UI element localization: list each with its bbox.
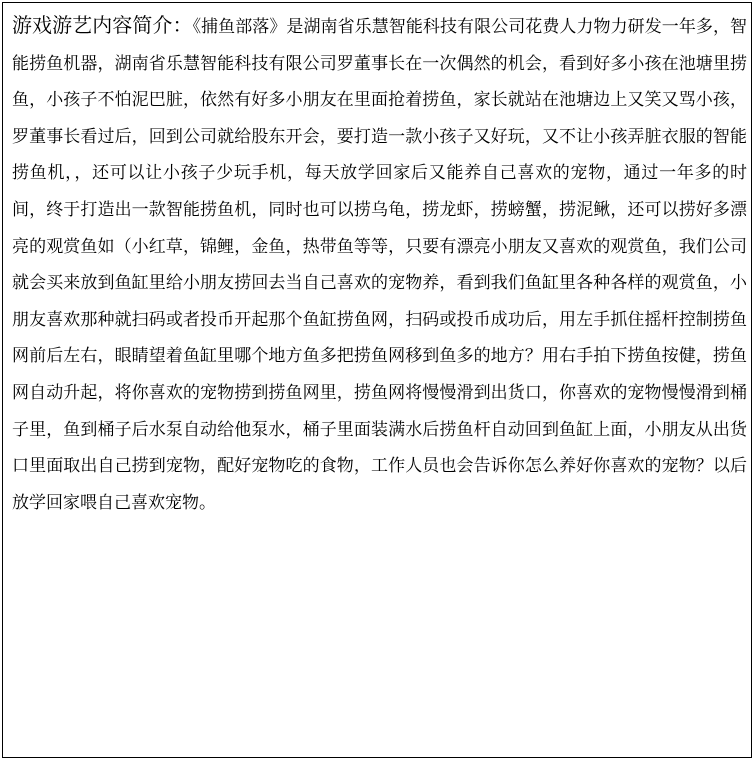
- document-heading: 游戏游艺内容简介：: [12, 13, 193, 37]
- document-body: 《捕鱼部落》是湖南省乐慧智能科技有限公司花费人力物力研发一年多，智能捞鱼机器，湖南省乐慧智能科技有限公司罗董事长在一次偶然的机会，看到好多小孩在池塘里捞鱼，小孩子不怕泥巴脏，依然有好多小朋友在里面抢着捞鱼，家长就站在池塘边上又笑又骂小孩，罗董事长看过后，回到公司就给股东开会，要打造一款小孩子又好玩，又不让小孩弄脏衣服的智能捞鱼机，，还可以让小孩子少玩手机，每天放学回家后又能养自己喜欢的宠物，通过一年多的时间，终于打造出一款智能捞鱼机，同时也可以捞乌龟，捞龙虾，捞螃蟹，捞泥鳅，还可以捞好多漂亮的观赏鱼如（小红草，锦鲤，金鱼，热带鱼等等，只要有漂亮小朋友又喜欢的观赏鱼，我们公司就会买来放到鱼缸里给小朋友捞回去当自己喜欢的宠物养，看到我们鱼缸里各种各样的观赏鱼，小朋友喜欢那种就扫码或者投币开起那个鱼缸捞鱼网，扫码或投币成功后，用左手抓住摇杆控制捞鱼网前后左右，眼睛望着鱼缸里哪个地方鱼多把捞鱼网移到鱼多的地方？用右手拍下捞鱼按健，捞鱼网自动升起，将你喜欢的宠物捞到捞鱼网里，捞鱼网将慢慢滑到出货口，你喜欢的宠物慢慢滑到桶子里，鱼到桶子后水泵自动给他泵水，桶子里面装满水后捞鱼杆自动回到鱼缸上面，小朋友从出货口里面取出自己捞到宠物，配好宠物吃的食物，工作人员也会告诉你怎么养好你喜欢的宠物？以后放学回家喂自己喜欢宠物。: [12, 17, 748, 513]
- document-paragraph: [3, 3, 751, 521]
- document-frame: [2, 2, 752, 758]
